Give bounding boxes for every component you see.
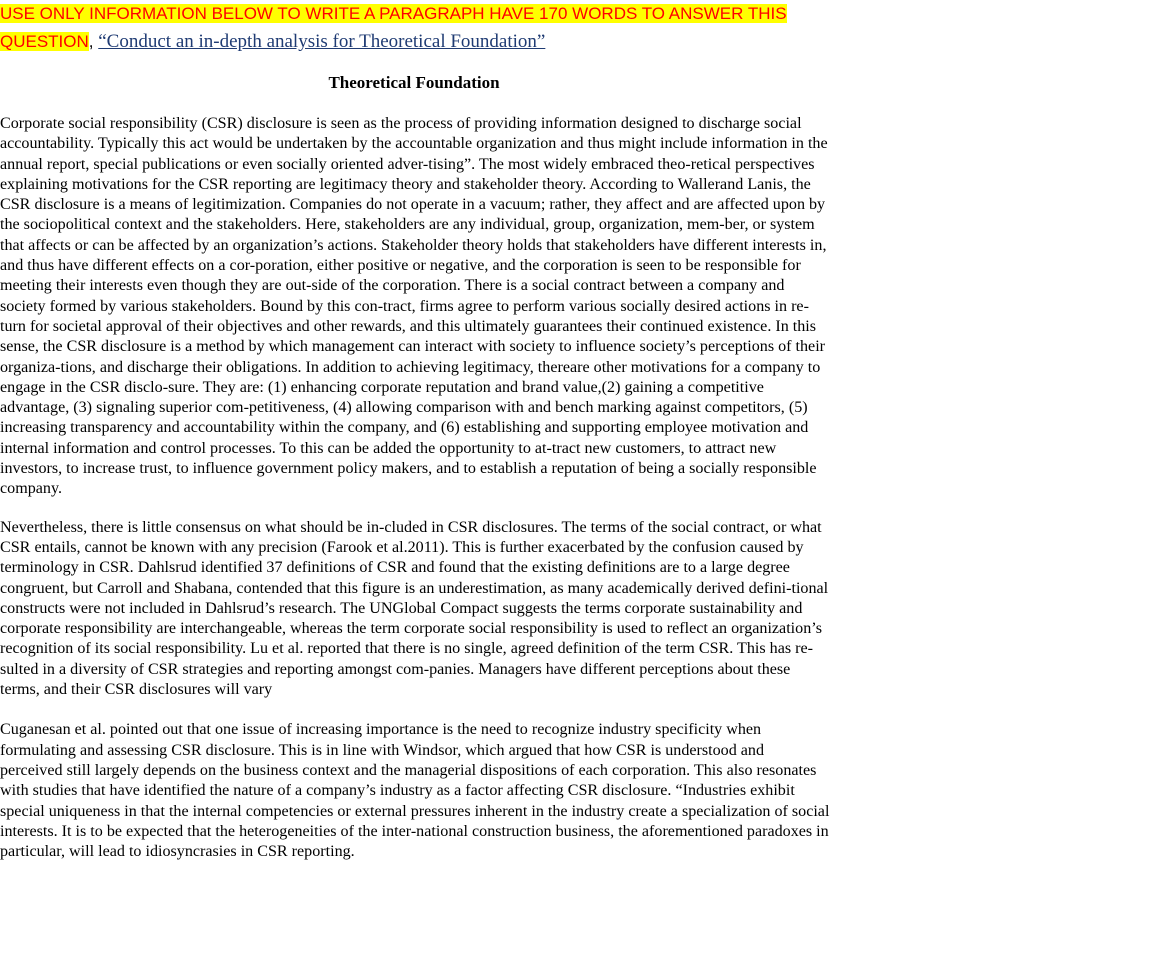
paragraph-industry-specificity: Cuganesan et al. pointed out that one issue of increasing importance is the need to recognize industry specificity when formulating and assessing CSR disclosure. This is in line with Windsor, which argued that how CSR is understood and perceived still largely depends on the business context and the managerial dispositions of each corporation. This also resonates with studies that have identified the nature of a company’s industry as a factor affecting CSR disclosure. “Industries exhibit special uniqueness in that the internal competencies or external pressures inherent in the industry create a specialization of social interests. It is to be expected that the heterogeneities of the inter-national construction business, the aforementioned paradoxes in particular, will lead to idiosyncrasies in CSR reporting.	[0, 721, 830, 861]
section-title: Theoretical Foundation	[328, 73, 500, 92]
paragraph-legitimacy-stakeholder: Corporate social responsibility (CSR) disclosure is seen as the process of providing information designed to discharge social accountability. Typically this act would be undertaken by the accountable organization and thus might include information in the annual report, special publications or even socially oriented adver-tising”. The most widely embraced theo-retical perspectives explaining motivations for the CSR reporting are legitimacy theory and stakeholder theory. According to Wallerand Lanis, the CSR disclosure is a means of legitimization. Companies do not operate in a vacuum; rather, they affect and are affected upon by the sociopolitical context and the stakeholders. Here, stakeholders are any individual, group, organization, mem-ber, or system that affects or can be affected by an organization’s actions. Stakeholder theory holds that stakeholders have different interests in, and thus have different effects on a cor-poration, either positive or negative, and the corporation is seen to be responsible for meeting their interests even though they are out-side of the corporation. There is a social contract between a company and society formed by various stakeholders. Bound by this con-tract, firms agree to perform various socially desired actions in re-turn for societal approval of their objectives and other rewards, and this ultimately guarantees their continued existence. In this sense, the CSR disclosure is a method by which management can interact with society to influence society’s perceptions of their organiza-tions, and discharge their obligations. In addition to achieving legitimacy, thereare other motivations for a company to engage in the CSR disclo-sure. They are: (1) enhancing corporate reputation and brand value,(2) gaining a competitive advantage, (3) signaling superior com-petitiveness, (4) allowing comparison with and bench marking against competitors, (5) increasing transparency and accountability within the company, and (6) establishing and supporting employee motivation and internal information and control processes. To this can be added the opportunity to at-tract new customers, to attract new investors, to increase trust, to influence government policy makers, and to establish a reputation of being a socially responsible company.	[0, 115, 828, 498]
paragraph-definitions: Nevertheless, there is little consensus on what should be in-cluded in CSR disclosures. The terms of the social contract, or what CSR entails, cannot be known with any precision (Farook et al.2011). This is further exacerbated by the confusion caused by terminology in CSR. Dahlsrud identified 37 definitions of CSR and found that the existing definitions are to a large degree congruent, but Carroll and Shabana, contended that this figure is an underestimation, as many academically derived defini-tional constructs were not included in Dahlsrud’s research. The UNGlobal Compact suggests the terms corporate sustainability and corporate responsibility are interchangeable, whereas the term corporate social responsibility is used to reflect an organization’s recognition of its social responsibility. Lu et al. reported that there is no single, agreed definition of the term CSR. This has re-sulted in a diversity of CSR strategies and reporting amongst com-panies. Managers have different perceptions about these terms, and their CSR disclosures will vary	[0, 518, 829, 699]
instruction-separator: ,	[88, 32, 99, 51]
instruction-highlight: USE ONLY INFORMATION BELOW TO WRITE A PARAGRAPH HAVE 170 WORDS TO ANSWER THIS QUESTION	[0, 4, 787, 51]
question-link[interactable]: “Conduct an in-depth analysis for Theoretical Foundation”	[98, 31, 546, 52]
instruction-line	[0, 0, 830, 56]
